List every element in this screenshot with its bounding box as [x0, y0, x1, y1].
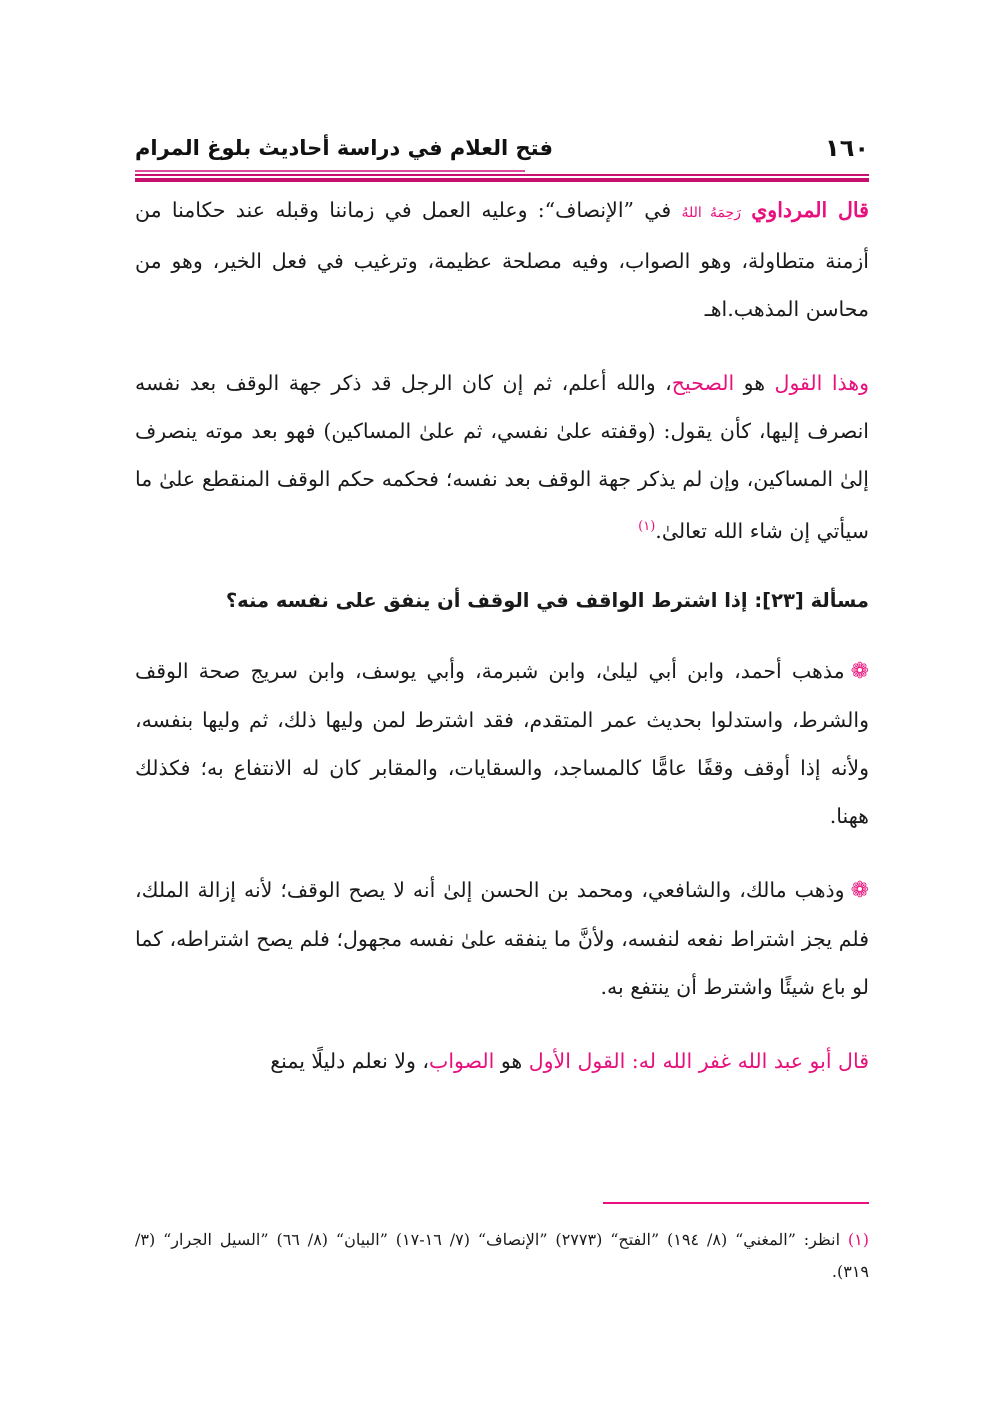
- connector-text: هو: [734, 371, 775, 395]
- running-header: [135, 128, 869, 172]
- footnote: [135, 1224, 869, 1288]
- header-rule-thin: [135, 174, 869, 176]
- footnote-text: انظر: ”المغني“ (٨/ ١٩٤) ”الفتح“ (٢٧٧٣) ”الإنصاف“ (٧/ ١٦-١٧) ”البيان“ (٨/ ٦٦) ”السيل الجرار“ (٣/ ٣١٩).: [135, 1230, 869, 1281]
- paragraph-mardawi-quote: [135, 186, 869, 333]
- header-rule-thick: [135, 178, 869, 182]
- highlight-sawab: الصواب: [429, 1048, 495, 1073]
- footnote-number: (١): [847, 1230, 870, 1249]
- header-accent-rule: [135, 170, 525, 172]
- paragraph-first-opinion: [135, 647, 869, 840]
- flower-ornament-icon: ❁: [850, 658, 869, 684]
- paragraph-text: ، ولا نعلم دليلًا يمنع: [270, 1048, 430, 1073]
- footnote-separator: [603, 1202, 869, 1204]
- connector-text: هو: [494, 1048, 529, 1073]
- paragraph-ruling: [135, 359, 869, 555]
- paragraph-author-view: [135, 1037, 869, 1085]
- highlight-first-opinion: القول الأول: [528, 1048, 626, 1073]
- highlight-this-opinion: وهذا القول: [774, 371, 869, 395]
- question-heading: مسألة [٢٣]: إذا اشترط الواقف في الوقف أن ينفق على نفسه منه؟: [225, 588, 869, 612]
- highlight-sahih: الصحيح: [671, 371, 735, 395]
- footnote-reference[interactable]: (١): [638, 519, 656, 534]
- speaker-name: قال المرداوي: [751, 198, 869, 222]
- paragraph-text: وذهب مالك، والشافعي، ومحمد بن الحسن إلىٰ أنه لا يصح الوقف؛ لأنه إزالة الملك، فلم يجز اشتراط نفعه لنفسه، ولأنَّ ما ينفقه علىٰ نفسه مجهول؛ فلم يصح اشتراطه، كما لو باع شيئًا واشترط أن ينتفع به.: [135, 877, 869, 999]
- paragraph-text: في ”الإنصاف“: وعليه العمل في زماننا وقبله عند حكامنا من أزمنة متطاولة، وهو الصواب، وفيه مصلحة عظيمة، وترغيب في فعل الخير، وهو من محاسن المذهب.اهـ: [135, 198, 869, 321]
- page-number: ١٦٠: [825, 134, 869, 162]
- paragraph-text: ، والله أعلم، ثم إن كان الرجل قد ذكر جهة الوقف بعد نفسه انصرف إليها، كأن يقول: (وقفته علىٰ نفسي، ثم علىٰ المساكين) فهو بعد موته ينصرف إلىٰ المساكين، وإن لم يذكر جهة الوقف بعد نفسه؛ فحكمه حكم الوقف المنقطع علىٰ ما سيأتي إن شاء الله تعالىٰ.: [135, 371, 869, 543]
- honorific: رَحِمَهُ اللهُ: [681, 205, 741, 221]
- main-text: [135, 186, 869, 1111]
- paragraph-text: مذهب أحمد، وابن أبي ليلىٰ، وابن شبرمة، وأبي يوسف، وابن سريج صحة الوقف والشرط، واستدلوا بحديث عمر المتقدم، فقد اشترط لمن وليها ذلك، ثم وليها بنفسه، ولأنه إذا أوقف وقفًا عامًّا كالمساجد، والسقايات، والمقابر كان له الانتفاع به؛ فكذلك ههنا.: [135, 658, 869, 828]
- author-lead: قال أبو عبد الله غفر الله له:: [631, 1048, 869, 1073]
- paragraph-second-opinion: [135, 866, 869, 1011]
- flower-ornament-icon: ❁: [850, 877, 869, 903]
- book-title: فتح العلام في دراسة أحاديث بلوغ المرام: [135, 136, 553, 160]
